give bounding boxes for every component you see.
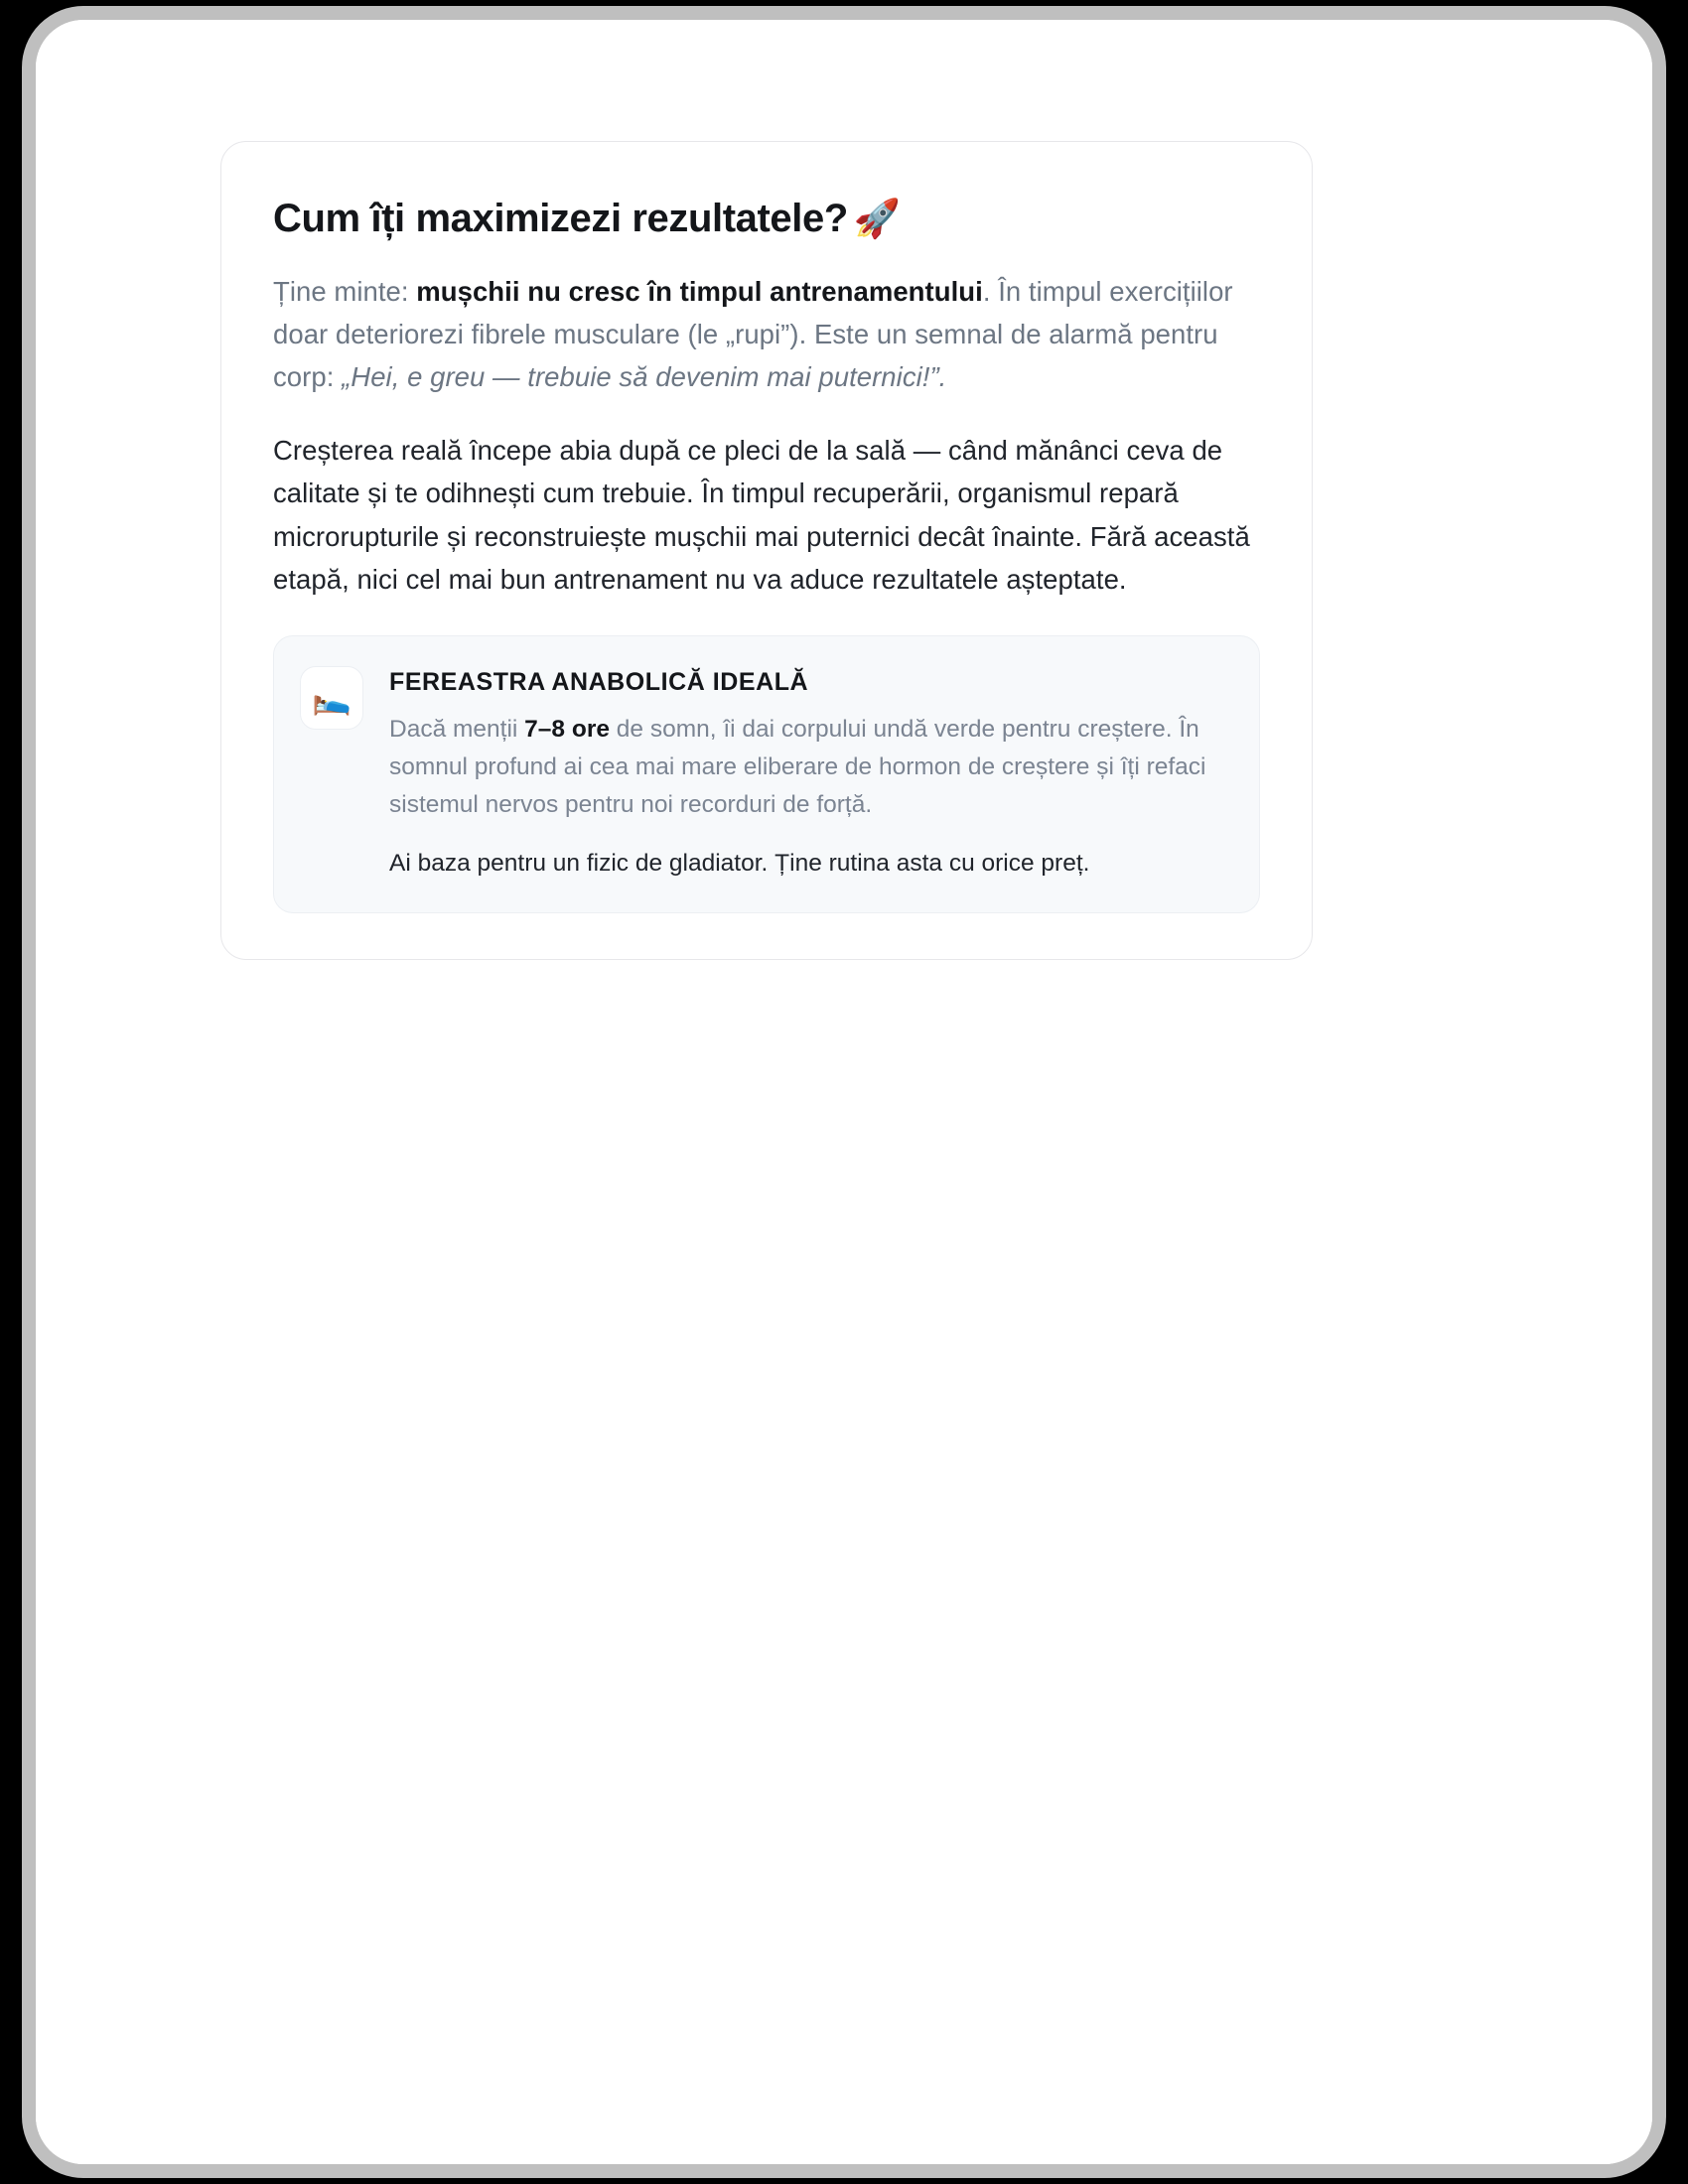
article-card — [220, 141, 1313, 960]
callout-body-start: Dacă menții — [389, 715, 525, 743]
rocket-icon: 🚀 — [853, 199, 901, 240]
intro-emphasis: mușchii nu cresc în timpul antrenamentului — [416, 275, 983, 307]
sleep-duration-value: 7–8 ore — [524, 715, 610, 743]
intro-lead-text: Ține minte: — [273, 275, 417, 307]
callout-title: FEREASTRA ANABOLICĂ IDEALĂ — [389, 667, 809, 696]
intro-paragraph — [273, 270, 1260, 399]
callout-body-end: de somn, îi dai corpului undă verde pentru creștere. În somnul profund ai cea mai mare eliberare de hormon de creștere și îți refaci sistemul nervos pentru noi recorduri de forță. — [389, 715, 1206, 818]
intro-continuation: . În timpul exercițiilor doar deteriorezi fibrele musculare (le „rupi”). Este un semnal de alarmă pentru corp: — [273, 275, 1233, 393]
page-title-text: Cum îți maximizezi rezultatele? — [273, 197, 848, 240]
callout-content — [389, 662, 1229, 883]
anabolic-window-callout — [273, 635, 1260, 913]
page-title — [273, 194, 1260, 244]
person-in-bed-icon: 🛌 — [300, 666, 363, 730]
callout-body — [389, 711, 1229, 825]
intro-quote: „Hei, e greu — trebuie să devenim mai puternici!”. — [342, 361, 947, 393]
device-frame — [22, 6, 1666, 2178]
recovery-paragraph: Creșterea reală începe abia după ce pleci de la sală — când mănânci ceva de calitate și te odihnești cum trebuie. În timpul recuperării, organismul repară microrupturile și reconstruiește mușchii mai puternici decât înainte. Fără această etapă, nici cel mai bun antrenament nu va aduce rezultatele așteptate. — [273, 434, 1250, 596]
page-surface — [36, 20, 1652, 2164]
callout-closing-note: Ai baza pentru un fizic de gladiator. Ține rutina asta cu orice preț. — [389, 850, 1090, 878]
